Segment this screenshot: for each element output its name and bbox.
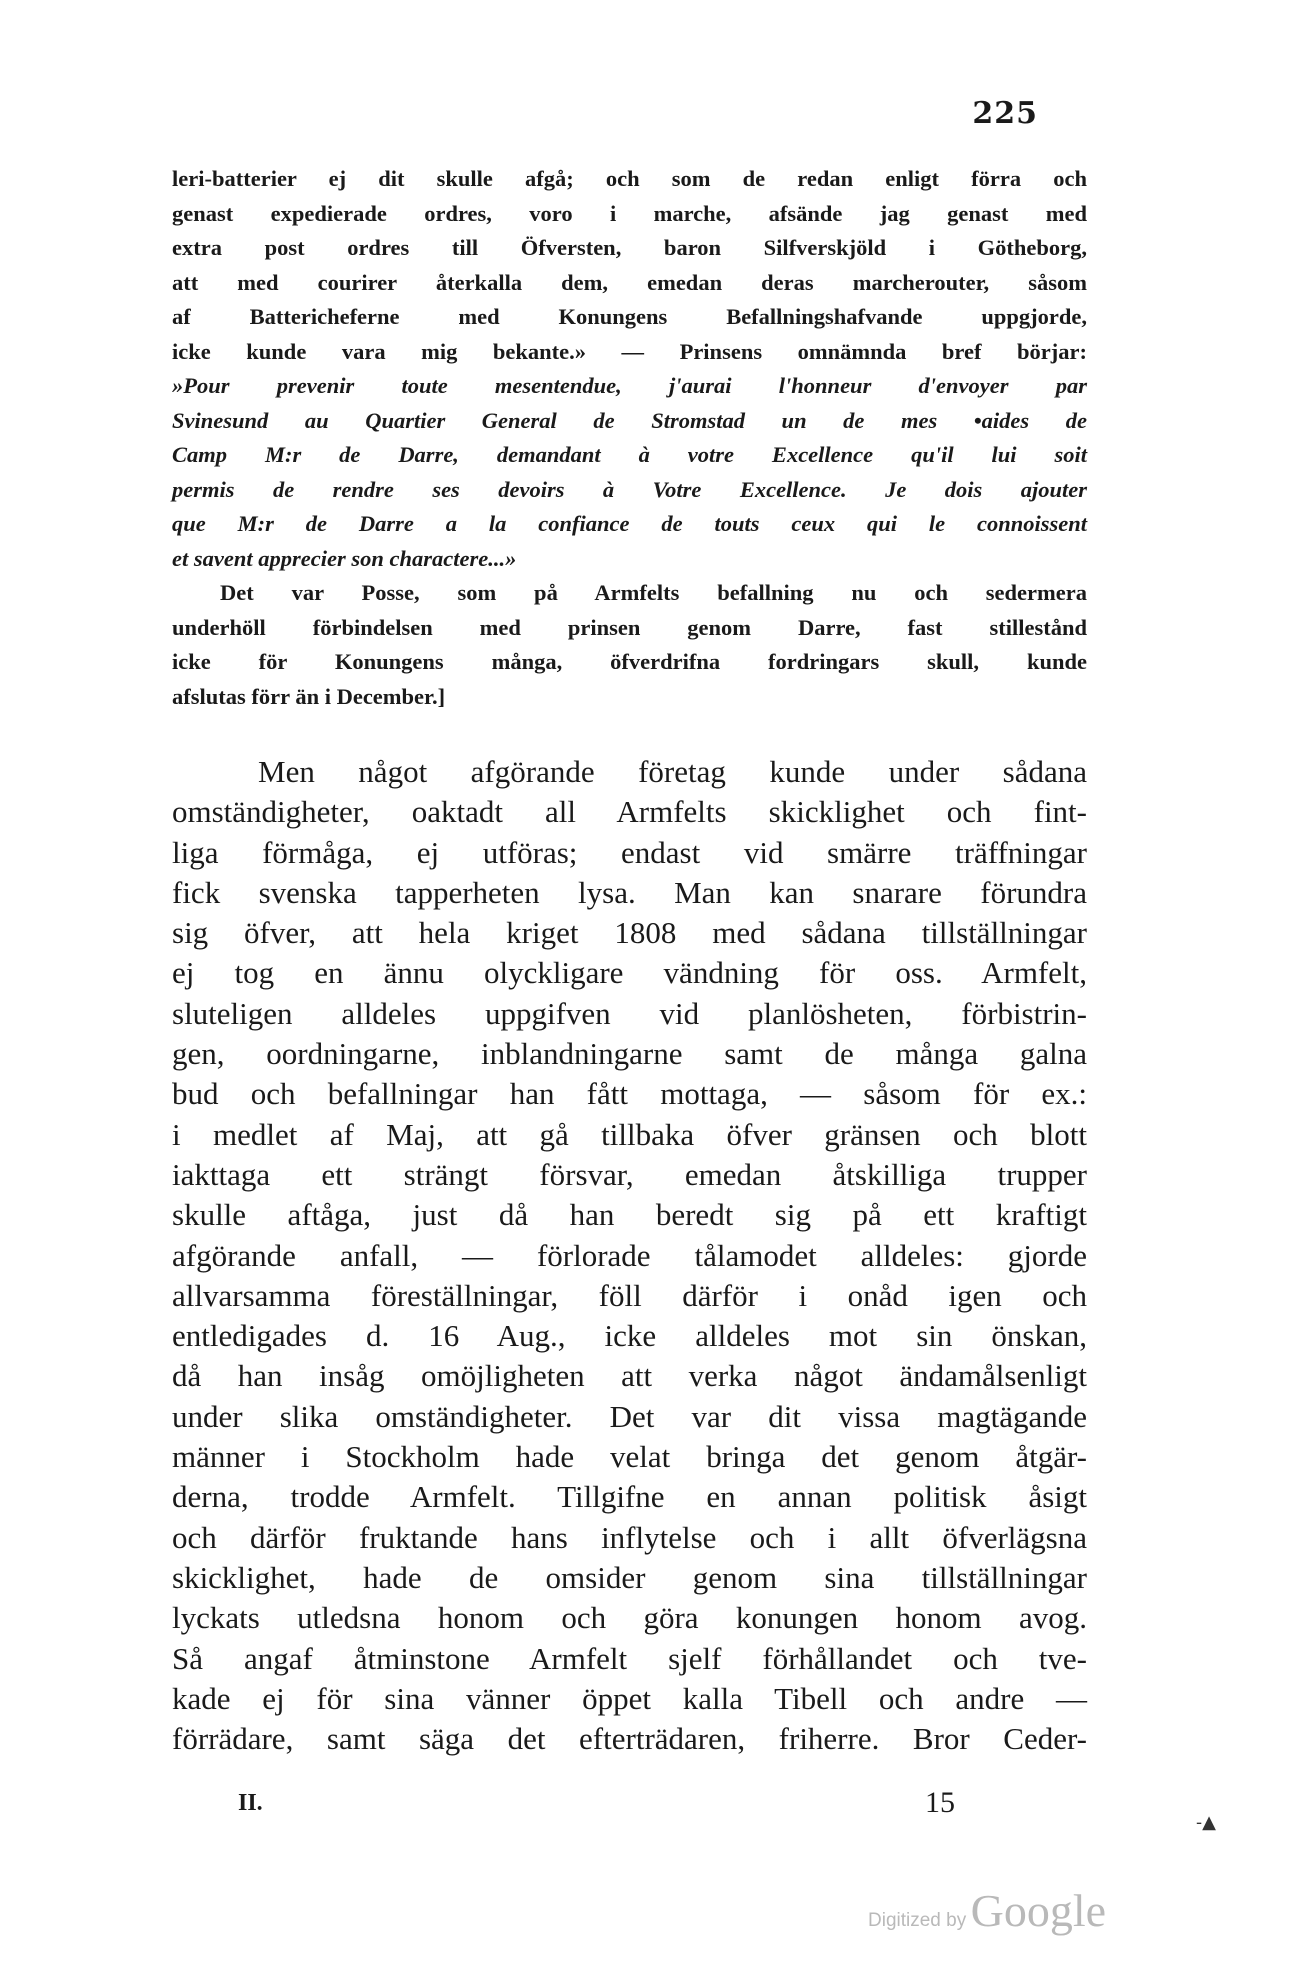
footnote-block [172,162,1087,714]
watermark-prefix: Digitized by [868,1910,967,1931]
quoted-line: »Pour prevenir toute mesentendue, j'aurai l'honneur d'envoyer par [172,373,1087,398]
text-line: derna, trodde Armfelt. Tillgifne en annan politisk åsigt [172,1479,1087,1515]
text-line: i medlet af Maj, att gå tillbaka öfver gränsen och blott [172,1116,1087,1152]
text-line: skicklighet, hade de omsider genom sina tillställningar [172,1559,1087,1595]
text-line: extra post ordres till Öfversten, baron Silfverskjöld i Götheborg, [172,235,1087,260]
text-line: entledigades d. 16 Aug., icke alldeles mot sin önskan, [172,1318,1087,1354]
text-line: under slika omständigheter. Det var dit vissa magtägande [172,1398,1087,1434]
text-line: männer i Stockholm hade velat bringa det genom åtgär- [172,1439,1087,1475]
text-line: lyckats utledsna honom och göra konungen honom avog. [172,1600,1087,1636]
text-line: Det var Posse, som på Armfelts befallning nu och sedermera [220,580,1087,605]
text-line: af Battericheferne med Konungens Befallningshafvande uppgjorde, [172,304,1087,329]
text-line: Så angaf åtminstone Armfelt sjelf förhållandet och tve- [172,1640,1087,1676]
text-line: icke kunde vara mig bekante.» — Prinsens omnämnda bref börjar: [172,338,1087,364]
text-line: då han insåg omöjligheten att verka något ändamålsenligt [172,1358,1087,1394]
text-line: allvarsamma föreställningar, föll därför i onåd igen och [172,1277,1087,1313]
text-line: skulle aftåga, just då han beredt sig på ett kraftigt [172,1197,1087,1233]
text-line: iakttaga ett strängt försvar, emedan åtskilliga trupper [172,1156,1087,1192]
text-line: fick svenska tapperheten lysa. Man kan snarare förundra [172,874,1087,910]
quoted-line: que M:r de Darre a la confiance de touts ceux qui le connoissent [172,511,1087,536]
text-line: sig öfver, att hela kriget 1808 med sådana tillställningar [172,915,1087,951]
text-line: icke för Konungens många, öfverdrifna fordringars skull, kunde [172,649,1087,674]
text-line: och därför fruktande hans inflytelse och i allt öfverlägsna [172,1519,1087,1555]
quoted-line: Camp M:r de Darre, demandant à votre Excellence qu'il lui soit [172,442,1087,467]
text-line: kade ej för sina vänner öppet kalla Tibell och andre — [172,1680,1087,1716]
text-line: liga förmåga, ej utföras; endast vid smärre träffningar [172,834,1087,870]
text-line: att med courirer återkalla dem, emedan deras marcherouter, såsom [172,269,1087,295]
quoted-line: permis de rendre ses devoirs à Votre Excellence. Je dois ajouter [172,476,1087,502]
main-paragraph [172,752,1087,1759]
text-line: omständigheter, oaktadt all Armfelts skicklighet och fint- [172,794,1087,830]
quoted-line: et savent apprecier son charactere...» [172,545,517,571]
text-line: afslutas förr än i December.] [172,683,446,709]
text-line: ej tog en ännu olyckligare vändning för oss. Armfelt, [172,955,1087,991]
signature-number: 15 [925,1786,955,1819]
digitized-watermark [868,1884,1106,1937]
text-line: sluteligen alldeles uppgifven vid planlösheten, förbistrin- [172,995,1087,1031]
corner-mark: -▲ [1196,1812,1216,1833]
signature-mark: II. [238,1790,263,1816]
watermark-brand: Google [970,1885,1107,1936]
text-line: gen, oordningarne, inblandningarne samt de många galna [172,1036,1087,1072]
text-line: genast expedierade ordres, voro i marche, afsände jag genast med [172,200,1087,226]
quoted-line: Svinesund au Quartier General de Stromstad un de mes •aides de [172,407,1087,433]
page-number: 225 [972,96,1038,131]
text-line: underhöll förbindelsen med prinsen genom Darre, fast stillestånd [172,614,1087,640]
text-line: förrädare, samt säga det efterträdaren, friherre. Bror Ceder- [172,1721,1087,1757]
text-line: Men något afgörande företag kunde under sådana [258,754,1087,789]
text-line: afgörande anfall, — förlorade tålamodet alldeles: gjorde [172,1237,1087,1273]
text-line: bud och befallningar han fått mottaga, — såsom för ex.: [172,1076,1087,1112]
text-line: leri-batterier ej dit skulle afgå; och som de redan enligt förra och [172,166,1087,191]
